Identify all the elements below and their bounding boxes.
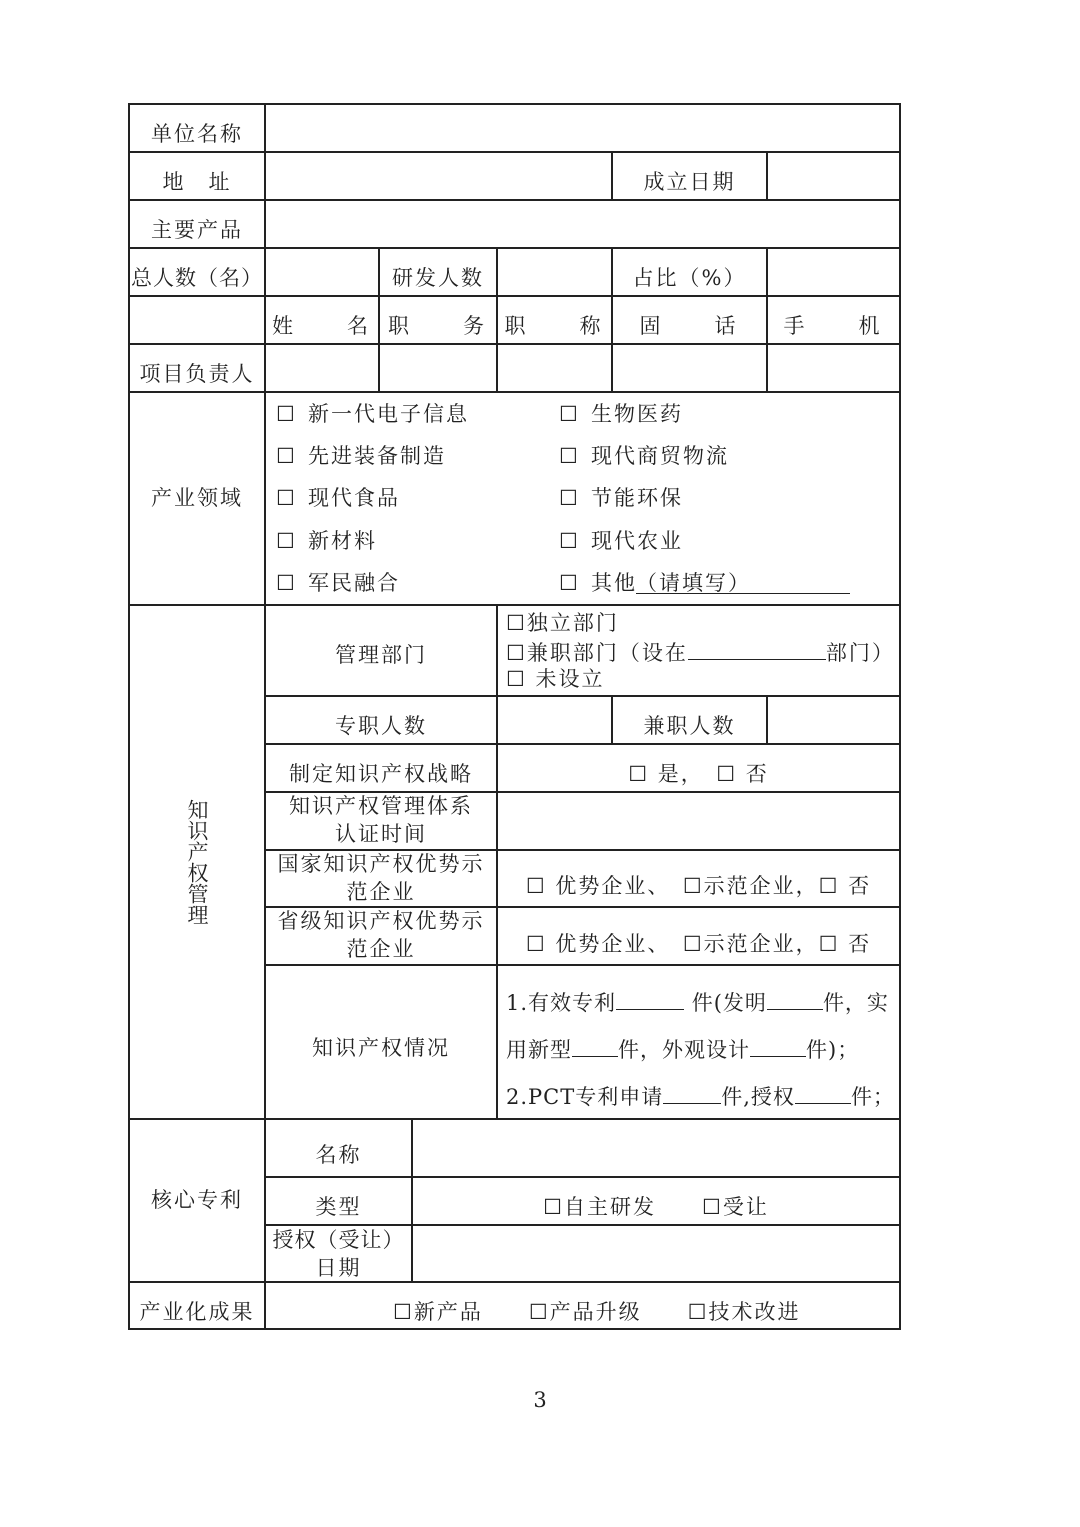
strategy-options[interactable]: ☐ 是， ☐ 否: [628, 762, 769, 786]
unit-name-label: 单位名称: [151, 122, 243, 146]
grant-date-label-1: 授权（受让）: [272, 1228, 405, 1252]
ip-mgmt-label-cell: [130, 605, 264, 1118]
industry-option-label: 新一代电子信息: [308, 402, 469, 426]
industry-option-label: 新材料: [308, 529, 377, 553]
checkbox[interactable]: ☐: [559, 571, 580, 595]
pct-label: 2.PCT专利申请: [506, 1085, 664, 1109]
patent-name-label: 名称: [315, 1143, 362, 1167]
ip-status-line-1: [506, 987, 889, 1017]
industrialization-label: 产业化成果: [139, 1300, 255, 1324]
valid-patents-fill[interactable]: [616, 987, 684, 1010]
total-staff-label: 总人数（名）: [131, 266, 263, 290]
project-leader-label: 项目负责人: [139, 362, 255, 386]
dept-option-none[interactable]: ☐ 未设立: [506, 667, 605, 691]
strategy-label: 制定知识产权战略: [289, 762, 473, 786]
invention-label: 件(发明: [691, 991, 767, 1015]
design-fill[interactable]: [750, 1034, 806, 1057]
provincial-label-1: 省级知识产权优势示: [277, 909, 485, 933]
col-divider: [766, 151, 768, 199]
dept-option-independent[interactable]: ☐独立部门: [506, 611, 619, 635]
patent-type-options[interactable]: ☐自主研发 ☐受让: [543, 1195, 769, 1219]
industry-option-label: 现代商贸物流: [591, 444, 729, 468]
dept-option-parttime[interactable]: [506, 637, 895, 667]
ip-mgmt-label: 知识产权管理: [185, 798, 209, 925]
dept-option-parttime-label: ☐兼职部门（设在: [506, 641, 688, 665]
col-mobile-header: 手 机: [783, 314, 884, 338]
address-label: 地 址: [162, 170, 232, 194]
national-options[interactable]: ☐ 优势企业、 ☐示范企业，☐ 否: [525, 874, 872, 898]
core-patent-label: 核心专利: [151, 1188, 243, 1212]
provincial-options[interactable]: ☐ 优势企业、 ☐示范企业，☐ 否: [525, 932, 872, 956]
pct-fill[interactable]: [663, 1081, 721, 1104]
checkbox[interactable]: ☐: [276, 571, 297, 595]
checkbox[interactable]: ☐: [276, 486, 297, 510]
industrialization-options[interactable]: ☐新产品 ☐产品升级 ☐技术改进: [393, 1300, 801, 1324]
national-label-1: 国家知识产权优势示: [277, 852, 485, 876]
industry-option-label: 现代农业: [591, 529, 683, 553]
industry-option-label: 节能环保: [591, 486, 683, 510]
established-date-label: 成立日期: [643, 170, 736, 194]
checkbox[interactable]: ☐: [276, 444, 297, 468]
other-fill-line[interactable]: [636, 569, 850, 594]
part-time-label: 兼职人数: [643, 714, 736, 738]
invention-fill[interactable]: [767, 987, 823, 1010]
checkbox[interactable]: ☐: [276, 529, 297, 553]
col-title-header: 职 称: [504, 314, 605, 338]
national-label-2: 范企业: [346, 880, 416, 904]
utility-fill[interactable]: [572, 1034, 618, 1057]
valid-patents-label: 1.有效专利: [506, 991, 617, 1015]
checkbox[interactable]: ☐: [559, 529, 580, 553]
design-suffix: 件)；: [806, 1038, 860, 1062]
col-landline-header: 固 话: [639, 314, 740, 338]
main-products-label: 主要产品: [151, 218, 243, 242]
granted-fill[interactable]: [795, 1081, 851, 1104]
rd-staff-label: 研发人数: [392, 266, 484, 290]
col-divider: [766, 695, 768, 743]
ip-status-line-3: [506, 1081, 895, 1111]
col-position-header: 职 务: [388, 314, 488, 338]
utility-label-a: 件，实: [822, 991, 889, 1015]
full-time-label: 专职人数: [335, 714, 427, 738]
other-fill-hint: （请填写）: [636, 571, 751, 595]
utility-label-b: 用新型: [506, 1038, 572, 1062]
industry-label: 产业领域: [151, 486, 243, 510]
checkbox[interactable]: ☐: [559, 486, 580, 510]
col-name-header: 姓 名: [272, 314, 372, 338]
checkbox[interactable]: ☐: [559, 444, 580, 468]
industry-option-label: 先进装备制造: [308, 444, 446, 468]
mgmt-dept-label: 管理部门: [335, 643, 427, 667]
dept-fill-line[interactable]: [688, 637, 826, 660]
page-number: 3: [533, 1388, 547, 1412]
system-cert-label-2: 认证时间: [335, 822, 427, 846]
ratio-label: 占比（%）: [632, 266, 747, 290]
system-cert-label-1: 知识产权管理体系: [289, 794, 473, 818]
grant-date-label-2: 日期: [315, 1256, 362, 1280]
provincial-label-2: 范企业: [346, 937, 416, 961]
checkbox[interactable]: ☐: [276, 402, 297, 426]
granted-label: 件,授权: [721, 1085, 795, 1109]
dept-option-parttime-suffix: 部门）: [825, 641, 895, 665]
ip-status-line-2: [506, 1034, 859, 1064]
industry-option-label: 生物医药: [591, 402, 683, 426]
granted-suffix: 件；: [850, 1085, 895, 1109]
industry-option-label: 其他: [591, 571, 637, 595]
design-label: 件，外观设计: [618, 1038, 750, 1062]
ip-status-label: 知识产权情况: [312, 1036, 450, 1060]
industry-option-label: 军民融合: [308, 571, 400, 595]
checkbox[interactable]: ☐: [559, 402, 580, 426]
table-border-right: [899, 103, 901, 1330]
patent-type-label: 类型: [315, 1195, 362, 1219]
industry-option-label: 现代食品: [308, 486, 400, 510]
